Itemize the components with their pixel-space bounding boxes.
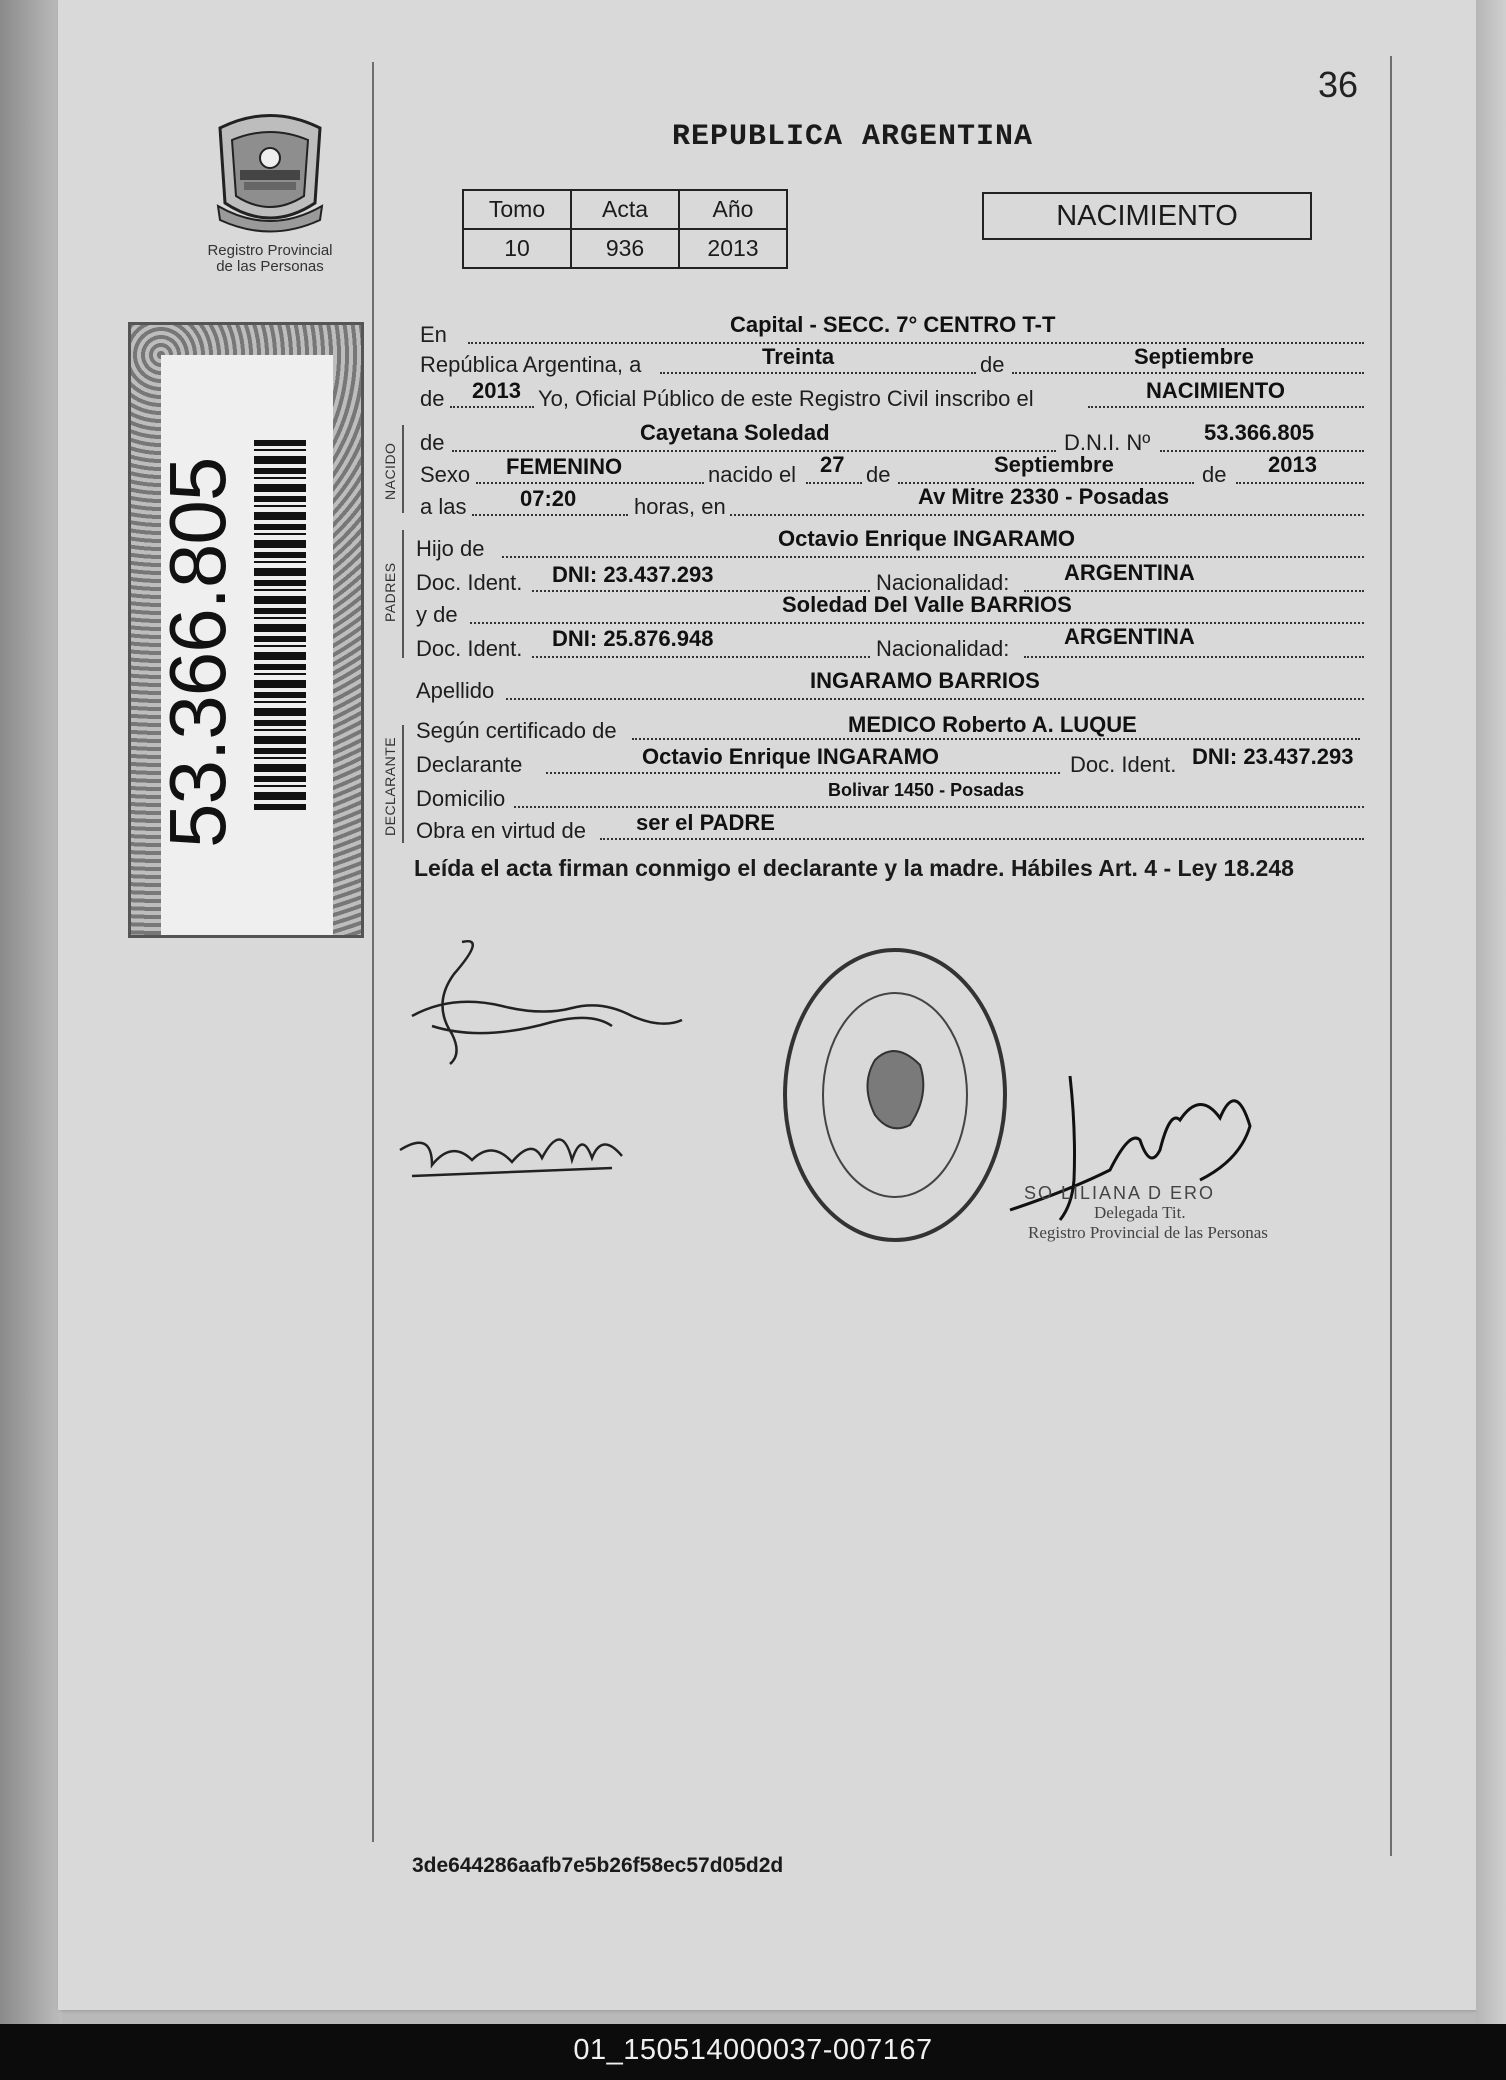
label-apellido: Apellido: [416, 678, 495, 703]
label-segun: Según certificado de: [416, 718, 617, 743]
label-de-nombre: de: [420, 430, 445, 455]
province-seal-logo: [210, 108, 330, 238]
label-a-las: a las: [420, 494, 467, 519]
value-padre-doc: DNI: 23.437.293: [552, 562, 714, 587]
label-de-anio-nac: de: [1202, 462, 1227, 487]
side-label-padres: PADRES: [382, 562, 398, 622]
value-anio: 2013: [472, 378, 521, 403]
official-stamp-text: [1024, 1183, 1268, 1243]
value-madre: Soledad Del Valle BARRIOS: [782, 592, 1072, 617]
value-mes: Septiembre: [1134, 344, 1254, 369]
value-hora: 07:20: [520, 486, 577, 511]
registry-seal: [780, 945, 1010, 1245]
dots-declarante: [546, 772, 1060, 774]
label-yo: Yo, Oficial Público de este Registro Civil inscribo el: [538, 386, 1034, 411]
value-domicilio: Bolivar 1450 - Posadas: [828, 780, 1025, 800]
closing-note: Leída el acta firman conmigo el declarante y la madre. Hábiles Art. 4 - Ley 18.248: [414, 855, 1294, 881]
declarante-section-bar: [402, 725, 404, 843]
dots-padre: [502, 556, 1364, 558]
dots-padre-nac: [1024, 590, 1364, 592]
value-dia-nac: 27: [820, 452, 845, 477]
page-number: 36: [1318, 64, 1359, 105]
label-nacionalidad-padre: Nacionalidad:: [876, 570, 1010, 595]
dots-madre: [470, 622, 1364, 624]
label-y-de: y de: [416, 602, 458, 627]
value-certificado: MEDICO Roberto A. LUQUE: [848, 712, 1137, 737]
label-de-mes-nac: de: [866, 462, 891, 487]
value-padre: Octavio Enrique INGARAMO: [778, 526, 1076, 551]
label-dni: D.N.I. Nº: [1064, 430, 1151, 455]
value-madre-nac: ARGENTINA: [1064, 624, 1195, 649]
value-apellido: INGARAMO BARRIOS: [810, 668, 1040, 693]
header-acta: Acta: [571, 190, 679, 229]
header-tomo: Tomo: [463, 190, 571, 229]
value-obra: ser el PADRE: [636, 810, 775, 835]
document-sheet: [58, 0, 1476, 2010]
dots-obra: [600, 838, 1364, 840]
barcode-number: 53.366.805: [153, 457, 242, 848]
value-declarante: Octavio Enrique INGARAMO: [642, 744, 940, 769]
nacido-section-bar: [402, 425, 404, 513]
label-doc-ident-padre: Doc. Ident.: [416, 570, 523, 595]
dots-dia-nac: [806, 482, 862, 484]
label-nacido-el: nacido el: [708, 462, 797, 487]
label-de-anio-reg: de: [420, 386, 445, 411]
value-mes-nac: Septiembre: [994, 452, 1114, 477]
label-horas-en: horas, en: [634, 494, 726, 519]
label-obra: Obra en virtud de: [416, 818, 586, 843]
label-doc-ident-madre: Doc. Ident.: [416, 636, 523, 661]
dots-hora: [472, 514, 628, 516]
logo-caption-line-1: Registro Provincial: [207, 242, 333, 259]
label-republica: República Argentina, a: [420, 352, 642, 377]
dots-domicilio: [514, 806, 1364, 808]
dots-certificado: [632, 738, 1360, 740]
barcode-bars: [254, 440, 306, 812]
dots-madre-nac: [1024, 656, 1364, 658]
official-office: Registro Provincial de las Personas: [1028, 1223, 1268, 1242]
declarant-signature: [392, 934, 692, 1074]
header-anio: Año: [679, 190, 787, 229]
dots-dni: [1160, 450, 1364, 452]
dots-tipo: [1088, 406, 1364, 408]
mother-signature: [392, 1110, 642, 1200]
value-sexo: FEMENINO: [506, 454, 623, 479]
value-anio: 2013: [679, 229, 787, 268]
right-frame-line: [1390, 56, 1392, 1856]
left-frame-line: [372, 62, 374, 1842]
padres-section-bar: [402, 530, 404, 658]
scan-file-id: 01_150514000037-007167: [573, 2034, 933, 2066]
value-lugar: Capital - SECC. 7° CENTRO T-T: [730, 312, 1056, 337]
value-madre-doc: DNI: 25.876.948: [552, 626, 714, 651]
dots-sexo: [476, 482, 704, 484]
side-label-nacido: NACIDO: [382, 442, 398, 500]
official-role: Delegada Tit.: [1094, 1203, 1186, 1222]
dots-nombre: [452, 450, 1056, 452]
label-doc-ident-declarante: Doc. Ident.: [1070, 752, 1177, 777]
dots-anio-nac: [1236, 482, 1364, 484]
label-de-mes: de: [980, 352, 1005, 377]
value-tipo: NACIMIENTO: [1146, 378, 1285, 403]
scan-left-edge: [0, 0, 62, 2024]
side-label-declarante: DECLARANTE: [382, 736, 398, 836]
label-domicilio: Domicilio: [416, 786, 506, 811]
dots-apellido: [506, 698, 1364, 700]
label-en: En: [420, 322, 447, 347]
value-declarante-doc: DNI: 23.437.293: [1192, 744, 1354, 769]
document-hash: 3de644286aafb7e5b26f58ec57d05d2d: [412, 1854, 784, 1877]
logo-caption-line-2: de las Personas: [216, 258, 324, 275]
dots-anio-reg: [450, 406, 534, 408]
label-nacionalidad-madre: Nacionalidad:: [876, 636, 1010, 661]
official-name: SO LILIANA D ERO: [1024, 1183, 1216, 1203]
dots-mes: [1012, 372, 1364, 374]
label-hijo-de: Hijo de: [416, 536, 485, 561]
dots-lugar-nac: [730, 514, 1364, 516]
value-lugar-nac: Av Mitre 2330 - Posadas: [918, 484, 1170, 509]
page-title: REPUBLICA ARGENTINA: [672, 120, 1034, 154]
dots-madre-doc: [532, 656, 870, 658]
value-padre-nac: ARGENTINA: [1064, 560, 1195, 585]
scan-right-edge: [1476, 0, 1506, 2024]
value-acta: 936: [571, 229, 679, 268]
label-sexo: Sexo: [420, 462, 471, 487]
value-dia: Treinta: [762, 344, 835, 369]
value-nombre: Cayetana Soledad: [640, 420, 830, 445]
logo-caption: [190, 243, 350, 275]
record-type-box: NACIMIENTO: [982, 192, 1312, 240]
dots-dia: [660, 372, 976, 374]
value-tomo: 10: [463, 229, 571, 268]
value-anio-nac: 2013: [1268, 452, 1317, 477]
registry-table: [462, 189, 788, 269]
value-dni: 53.366.805: [1204, 420, 1315, 445]
label-declarante: Declarante: [416, 752, 523, 777]
